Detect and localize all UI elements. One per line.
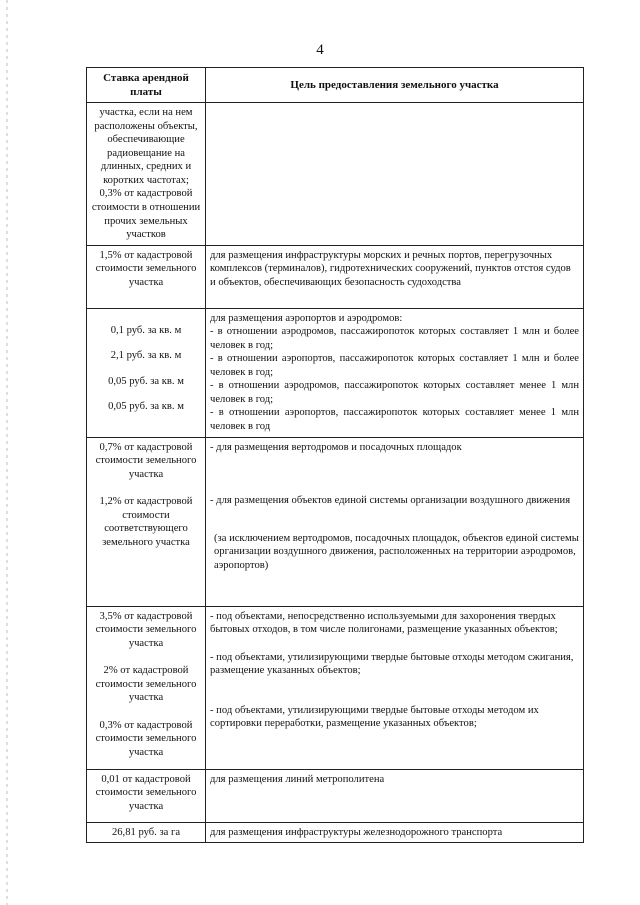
purpose-item: - под объектами, непосредственно используемыми для захоронения твердых бытовых отходов, в том числе полигонами, размещение указанных объектов;	[210, 610, 558, 636]
table-row	[87, 308, 584, 437]
purpose-intro: для размещения аэропортов и аэродромов:	[210, 312, 403, 324]
rate-cell	[87, 437, 206, 606]
purpose-item: - для размещения вертодромов и посадочных площадок	[210, 441, 462, 453]
table-row	[87, 822, 584, 843]
purpose-cell: для размещения инфраструктуры железнодорожного транспорта	[206, 822, 584, 843]
purpose-item: - под объектами, утилизирующими твердые бытовые отходы методом сжигания, размещение указанных объектов;	[210, 651, 574, 677]
rent-rate-table	[86, 67, 584, 843]
table-row	[87, 606, 584, 769]
purpose-item: - под объектами, утилизирующими твердые бытовые отходы методом их сортировки переработки, размещение указанных объектов;	[210, 704, 539, 730]
header-purpose: Цель предоставления земельного участка	[206, 68, 584, 103]
rate-cell: участка, если на нем расположены объекты, обеспечивающие радиовещание на длинных, средних и коротких частотах; 0,3% от кадастровой стоимости в отношении прочих земельных участков	[87, 103, 206, 245]
purpose-cell	[206, 437, 584, 606]
rate-value: 0,05 руб. за кв. м	[108, 401, 184, 413]
purpose-cell	[206, 606, 584, 769]
page-number: 4	[316, 42, 324, 58]
rate-cell: 0,01 от кадастровой стоимости земельного участка	[87, 769, 206, 822]
rate-cell: 26,81 руб. за га	[87, 822, 206, 843]
table-header-row	[87, 68, 584, 103]
purpose-item: - в отношении аэродромов, пассажиропоток которых составляет 1 млн и более человек в год;	[210, 326, 579, 351]
purpose-cell: для размещения инфраструктуры морских и речных портов, перегрузочных комплексов (терминалов), гидротехнических сооружений, пунктов отстоя судов и объектов, обеспечивающих безопасность судоходства	[206, 245, 584, 308]
rate-cell	[87, 308, 206, 437]
purpose-item: - в отношении аэропортов, пассажиропоток которых составляет менее 1 млн человек в год	[210, 407, 579, 432]
purpose-item: - для размещения объектов единой системы организации воздушного движения	[210, 495, 571, 507]
table-row	[87, 245, 584, 308]
purpose-cell	[206, 308, 584, 437]
table-row	[87, 103, 584, 245]
rate-value: 0,3% от кадастровой стоимости земельного участка	[95, 719, 197, 758]
rate-value: 2% от кадастровой стоимости земельного участка	[95, 665, 197, 704]
rate-value: 0,7% от кадастровой стоимости земельного участка	[95, 441, 197, 480]
purpose-item: - в отношении аэропортов, пассажиропоток которых составляет 1 млн и более человек в год;	[210, 353, 579, 378]
rate-value: 0,05 руб. за кв. м	[108, 375, 184, 387]
rate-cell	[87, 606, 206, 769]
purpose-item: - в отношении аэродромов, пассажиропоток которых составляет менее 1 млн человек в год;	[210, 380, 579, 405]
purpose-cell	[206, 103, 584, 245]
rate-value: 0,1 руб. за кв. м	[110, 324, 182, 336]
header-rate: Ставка арендной платы	[87, 68, 206, 103]
table-row	[87, 769, 584, 822]
rate-value: 1,2% от кадастровой стоимости соответствующего земельного участка	[99, 496, 193, 548]
purpose-cell: для размещения линий метрополитена	[206, 769, 584, 822]
scan-edge-artifact	[6, 0, 8, 905]
table-row	[87, 437, 584, 606]
rate-cell: 1,5% от кадастровой стоимости земельного участка	[87, 245, 206, 308]
rate-value: 2,1 руб. за кв. м	[110, 350, 182, 362]
rate-value: 3,5% от кадастровой стоимости земельного участка	[95, 610, 197, 649]
purpose-note: (за исключением вертодромов, посадочных площадок, объектов единой системы организации воздушного движения, расположенных на территории аэродромов, аэропортов)	[214, 532, 579, 571]
